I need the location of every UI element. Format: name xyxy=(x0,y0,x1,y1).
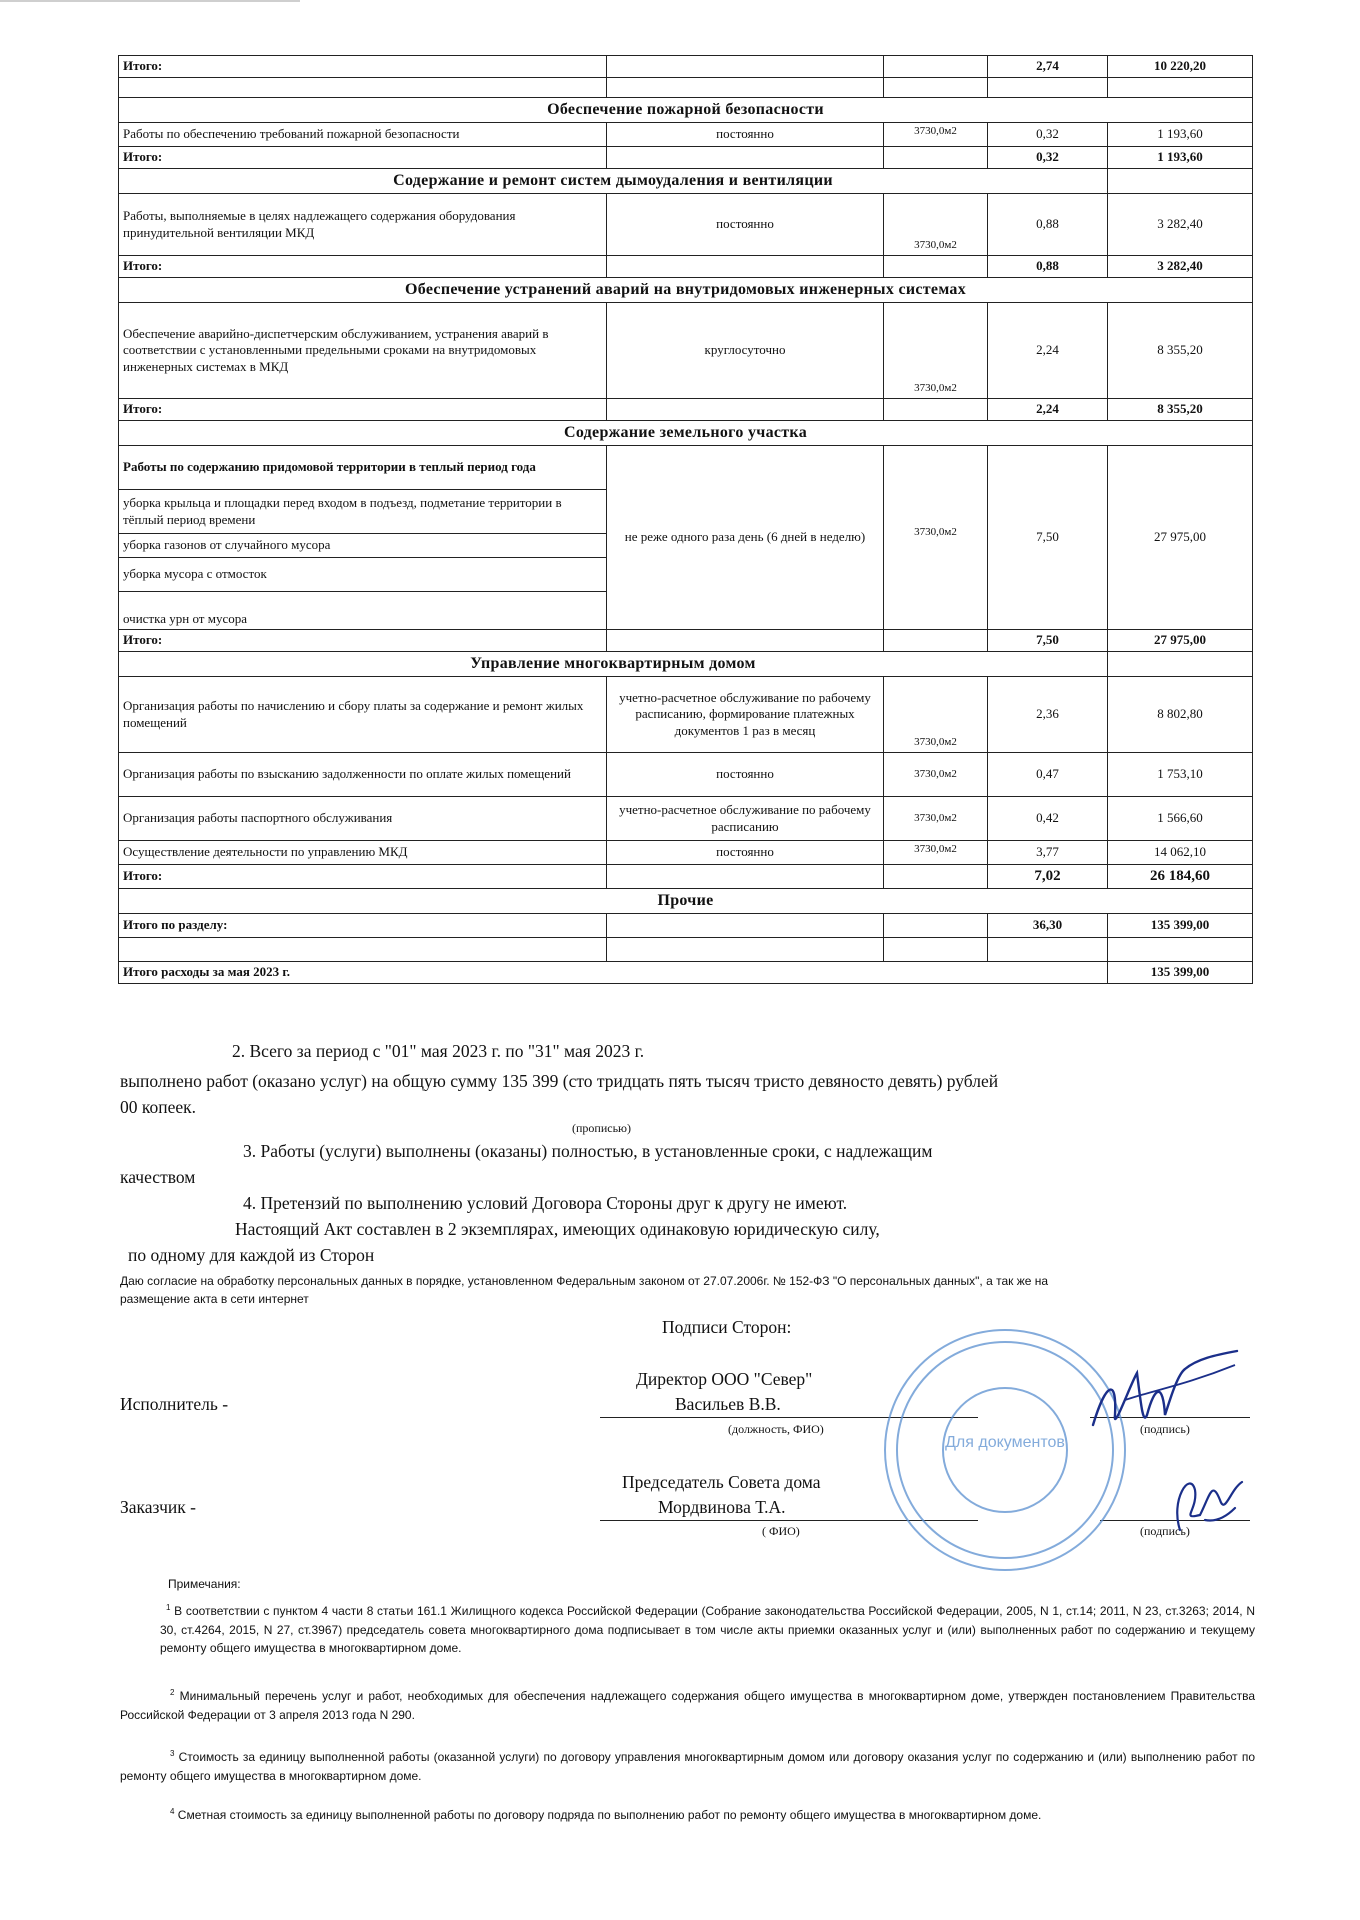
customer-signature xyxy=(1150,1460,1250,1540)
land-work-item: уборка газонов от случайного мусора xyxy=(119,534,607,558)
service-unit: 3730,0м2 xyxy=(884,677,988,753)
service-sum: 8 355,20 xyxy=(1108,303,1253,399)
section-heading: Обеспечение пожарной безопасности xyxy=(119,98,1253,123)
table-row xyxy=(119,797,1253,841)
service-unit: 3730,0м2 xyxy=(884,753,988,797)
executor-caption: (должность, ФИО) xyxy=(728,1422,824,1436)
land-work-item: уборка крыльца и площадки перед входом в подъезд, подметание территории в тёплый период времени xyxy=(119,490,607,534)
total-label: Итого: xyxy=(119,399,607,421)
executor-name: Васильев В.В. xyxy=(675,1394,781,1414)
service-rate: 0,88 xyxy=(988,194,1108,256)
table-row xyxy=(119,56,1253,78)
signatures-heading: Подписи Сторон: xyxy=(662,1317,792,1337)
service-rate: 2,24 xyxy=(988,303,1108,399)
service-period: круглосуточно xyxy=(607,303,884,399)
paragraph-5: Настоящий Акт составлен в 2 экземплярах, имеющих одинаковую юридическую силу, xyxy=(235,1219,880,1239)
paragraph-3: 3. Работы (услуги) выполнены (оказаны) полностью, в установленные сроки, с надлежащим xyxy=(243,1141,933,1161)
table-row xyxy=(119,677,1253,753)
section-heading: Управление многоквартирным домом xyxy=(119,652,1108,677)
total-sum: 1 193,60 xyxy=(1108,147,1253,169)
executor-sign-caption: (подпись) xyxy=(1140,1422,1190,1436)
total-label: Итого: xyxy=(119,630,607,652)
service-sum: 14 062,10 xyxy=(1108,841,1253,865)
total-rate: 7,02 xyxy=(988,865,1108,889)
service-sum: 1 566,60 xyxy=(1108,797,1253,841)
service-period: постоянно xyxy=(607,194,884,256)
note-4 xyxy=(120,1806,1255,1825)
customer-sign-caption: (подпись) xyxy=(1140,1524,1190,1538)
service-unit: 3730,0м2 xyxy=(884,123,988,147)
executor-label: Исполнитель - xyxy=(120,1394,229,1414)
executor-signature xyxy=(1085,1345,1245,1435)
service-sum: 8 802,80 xyxy=(1108,677,1253,753)
notes-heading: Примечания: xyxy=(168,1577,241,1591)
propis-caption: (прописью) xyxy=(572,1121,632,1135)
total-sum: 27 975,00 xyxy=(1108,630,1253,652)
paragraph-2-amount: выполнено работ (оказано услуг) на общую сумму 135 399 (сто тридцать пять тысяч тристо девяносто девять) рублей xyxy=(120,1071,999,1091)
paragraph-3-end: качеством xyxy=(120,1167,196,1187)
service-period: учетно-расчетное обслуживание по рабочему расписанию xyxy=(607,797,884,841)
customer-label: Заказчик - xyxy=(120,1497,196,1517)
customer-caption: ( ФИО) xyxy=(762,1524,800,1538)
executor-position: Директор ООО "Север" xyxy=(636,1369,813,1389)
note-text: Сметная стоимость за единицу выполненной работы по договору подряда по выполнению работ по ремонту общего имущества в многоквартирном доме. xyxy=(177,1808,1042,1822)
note-2 xyxy=(120,1687,1255,1724)
paragraph-2-kopecks: 00 копеек. xyxy=(120,1097,197,1117)
service-rate: 7,50 xyxy=(988,446,1108,630)
total-sum: 10 220,20 xyxy=(1108,56,1253,78)
note-text: Стоимость за единицу выполненной работы (оказанной услуги) по договору управления многоквартирным домом или договору оказания услуг по содержанию и (или) выполнению работ по ремонту общего имущества в многоквартирном доме. xyxy=(120,1750,1255,1783)
table-row xyxy=(119,841,1253,865)
footnote-mark: 4 xyxy=(170,1807,175,1816)
service-unit: 3730,0м2 xyxy=(884,841,988,865)
section-total-rate: 36,30 xyxy=(988,914,1108,938)
service-sum: 27 975,00 xyxy=(1108,446,1253,630)
service-name: Организация работы по начислению и сбору платы за содержание и ремонт жилых помещений xyxy=(119,677,607,753)
total-label: Итого: xyxy=(119,865,607,889)
table-row xyxy=(119,446,1253,490)
service-name: Организация работы по взысканию задолженности по оплате жилых помещений xyxy=(119,753,607,797)
stamp-text: Для документов xyxy=(945,1434,1065,1451)
paragraph-5-end: по одному для каждой из Сторон xyxy=(128,1245,375,1265)
table-row xyxy=(119,194,1253,256)
footnote-mark: 1 xyxy=(166,1603,171,1612)
total-label: Итого: xyxy=(119,256,607,278)
month-total-sum: 135 399,00 xyxy=(1108,962,1253,984)
service-period: не реже одного раза день (6 дней в неделю) xyxy=(607,446,884,630)
service-name: Организация работы паспортного обслуживания xyxy=(119,797,607,841)
paragraph-4: 4. Претензий по выполнению условий Договора Стороны друг к другу не имеют. xyxy=(243,1193,848,1213)
service-name: Обеспечение аварийно-диспетчерским обслуживанием, устранения аварий в соответствии с установленными предельными сроками на внутридомовых инженерных системах в МКД xyxy=(119,303,607,399)
service-sum: 1 753,10 xyxy=(1108,753,1253,797)
table-row xyxy=(119,753,1253,797)
service-rate: 2,36 xyxy=(988,677,1108,753)
service-unit: 3730,0м2 xyxy=(884,194,988,256)
service-name: Осуществление деятельности по управлению МКД xyxy=(119,841,607,865)
total-sum: 3 282,40 xyxy=(1108,256,1253,278)
section-heading: Прочие xyxy=(119,889,1253,914)
land-work-item: уборка мусора с отмосток xyxy=(119,558,607,592)
note-3 xyxy=(120,1748,1255,1785)
table-row xyxy=(119,303,1253,399)
service-unit: 3730,0м2 xyxy=(884,797,988,841)
customer-name: Мордвинова Т.А. xyxy=(658,1497,786,1517)
month-total-label: Итого расходы за мая 2023 г. xyxy=(119,962,1108,984)
footnote-mark: 2 xyxy=(170,1688,175,1697)
total-label: Итого: xyxy=(119,147,607,169)
total-sum: 26 184,60 xyxy=(1108,865,1253,889)
consent-line-1: Даю согласие на обработку персональных данных в порядке, установленном Федеральным законом от 27.07.2006г. № 152-ФЗ "О персональных данных", а так же на xyxy=(120,1274,1049,1288)
service-unit: 3730,0м2 xyxy=(884,303,988,399)
service-sum: 1 193,60 xyxy=(1108,123,1253,147)
land-work-item: Работы по содержанию придомовой территории в теплый период года xyxy=(119,446,607,490)
total-rate: 7,50 xyxy=(988,630,1108,652)
note-text: В соответствии с пунктом 4 части 8 статьи 161.1 Жилищного кодекса Российской Федерации (Собрание законодательства Российской Федерации, 2005, N 1, ст.14; 2011, N 23, ст.3263; 2014, N 30, ст.4264, 2015, N 27, ст.3967) председатель совета многоквартирного дома подписывает в том числе акты приемки оказанных услуг и (или) выполненных работ по содержанию и текущему ремонту общего имущества в многоквартирном доме. xyxy=(160,1604,1255,1656)
section-total-sum: 135 399,00 xyxy=(1108,914,1253,938)
service-rate: 0,47 xyxy=(988,753,1108,797)
section-heading: Обеспечение устранений аварий на внутридомовых инженерных системах xyxy=(119,278,1253,303)
customer-position: Председатель Совета дома xyxy=(622,1472,821,1492)
service-rate: 0,32 xyxy=(988,123,1108,147)
total-rate: 2,24 xyxy=(988,399,1108,421)
service-period: постоянно xyxy=(607,841,884,865)
service-unit: 3730,0м2 xyxy=(884,446,988,630)
total-rate: 0,32 xyxy=(988,147,1108,169)
paragraph-2: 2. Всего за период с "01" мая 2023 г. по "31" мая 2023 г. xyxy=(232,1041,645,1061)
service-period: постоянно xyxy=(607,753,884,797)
service-rate: 3,77 xyxy=(988,841,1108,865)
service-sum: 3 282,40 xyxy=(1108,194,1253,256)
table-row xyxy=(119,123,1253,147)
note-text: Минимальный перечень услуг и работ, необходимых для обеспечения надлежащего содержания общего имущества в многоквартирном доме, утвержден постановлением Правительства Российской Федерации от 3 апреля 2013 года N 290. xyxy=(120,1689,1255,1722)
consent-line-2: размещение акта в сети интернет xyxy=(120,1292,309,1306)
service-rate: 0,42 xyxy=(988,797,1108,841)
note-1 xyxy=(160,1602,1255,1658)
land-work-item: очистка урн от мусора xyxy=(119,592,607,630)
total-label: Итого: xyxy=(119,56,607,78)
service-period: постоянно xyxy=(607,123,884,147)
footnote-mark: 3 xyxy=(170,1749,175,1758)
total-sum: 8 355,20 xyxy=(1108,399,1253,421)
services-table xyxy=(118,55,1253,984)
total-rate: 0,88 xyxy=(988,256,1108,278)
service-name: Работы, выполняемые в целях надлежащего содержания оборудования принудительной вентиляции МКД xyxy=(119,194,607,256)
service-period: учетно-расчетное обслуживание по рабочему расписанию, формирование платежных документов 1 раз в месяц xyxy=(607,677,884,753)
section-heading: Содержание и ремонт систем дымоудаления и вентиляции xyxy=(119,169,1108,194)
scan-edge xyxy=(0,0,300,2)
section-heading: Содержание земельного участка xyxy=(119,421,1253,446)
service-name: Работы по обеспечению требований пожарной безопасности xyxy=(119,123,607,147)
section-total-label: Итого по разделу: xyxy=(119,914,607,938)
total-rate: 2,74 xyxy=(988,56,1108,78)
